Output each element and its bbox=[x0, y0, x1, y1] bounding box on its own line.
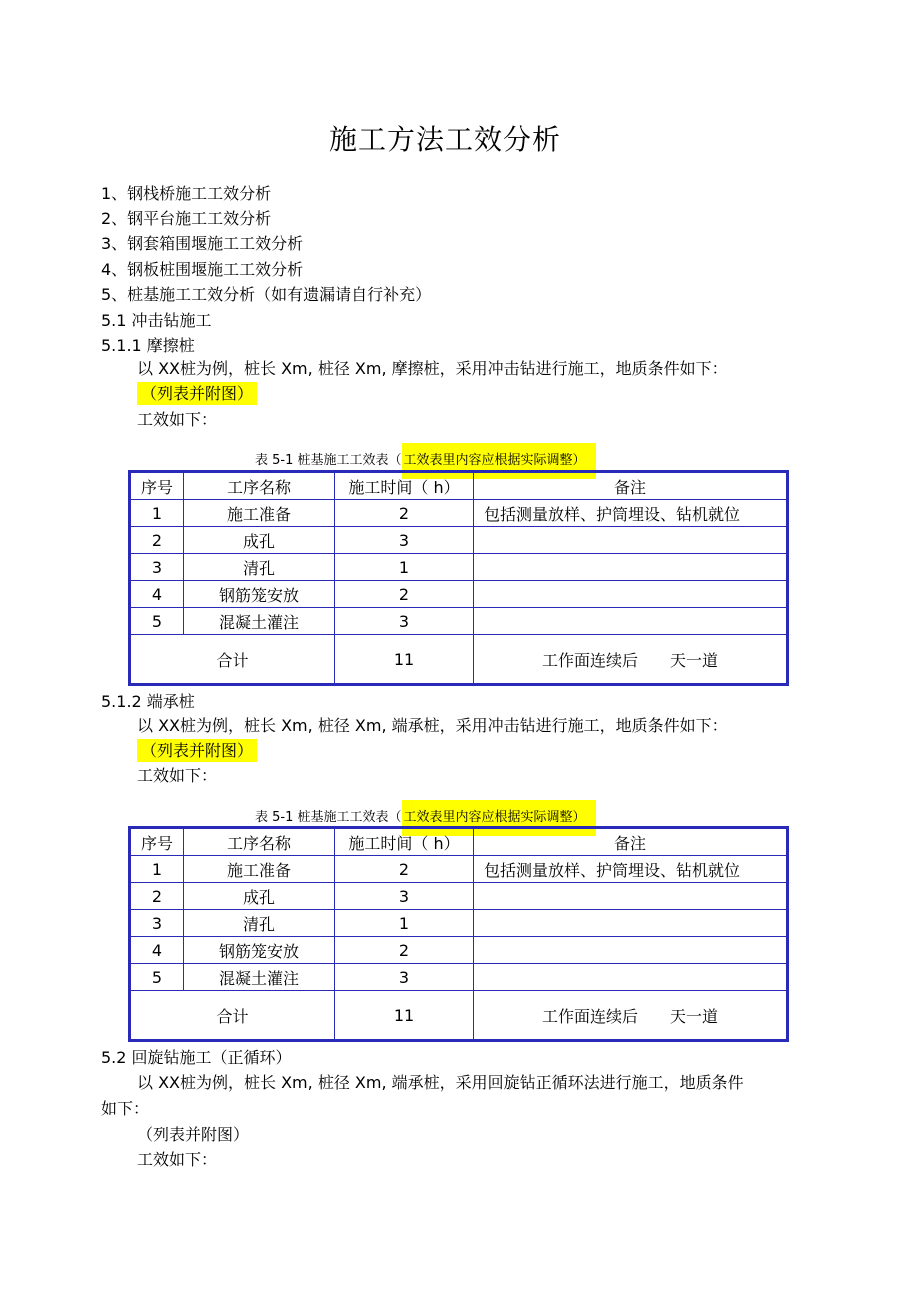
efficiency-label: 工效如下： bbox=[137, 766, 218, 785]
total-note-cell bbox=[474, 635, 788, 685]
table-cell: 3 bbox=[130, 554, 184, 581]
plain-note: （列表并附图） bbox=[137, 1125, 250, 1144]
section-heading-5-1-1: 5.1.1 摩擦桩 bbox=[101, 336, 195, 355]
table-cell: 2 bbox=[335, 937, 474, 964]
header-cell: 施工时间（ h） bbox=[335, 472, 474, 500]
total-note-cell bbox=[474, 991, 788, 1041]
header-cell: 备注 bbox=[474, 828, 788, 856]
section-heading-5-1: 5.1 冲击钻施工 bbox=[101, 311, 212, 330]
table-cell: 成孔 bbox=[184, 527, 335, 554]
table-cell: 1 bbox=[130, 856, 184, 883]
note-highlight: （列表并附图） bbox=[137, 739, 257, 762]
table-cell: 混凝土灌注 bbox=[184, 608, 335, 635]
efficiency-table bbox=[128, 826, 789, 1042]
page-title: 施工方法工效分析 bbox=[328, 123, 561, 156]
section-heading-5-1-2: 5.1.2 端承桩 bbox=[101, 692, 195, 711]
outline-item-1: 1、钢栈桥施工工效分析 bbox=[101, 184, 272, 203]
table-cell: 施工准备 bbox=[184, 856, 335, 883]
table-cell: 3 bbox=[335, 883, 474, 910]
table-cell: 钢筋笼安放 bbox=[184, 937, 335, 964]
section-description: 以 XX桩为例，桩长 Xm, 桩径 Xm, 摩擦桩，采用冲击钻进行施工，地质条件如下： bbox=[137, 359, 728, 378]
table-cell: 3 bbox=[335, 964, 474, 991]
header-cell: 备注 bbox=[474, 472, 788, 500]
caption-text: 表 5-1 桩基施工工效表（ bbox=[255, 453, 402, 468]
efficiency-label: 工效如下： bbox=[137, 410, 218, 429]
total-label-cell: 合计 bbox=[130, 991, 335, 1041]
table-cell: 3 bbox=[130, 910, 184, 937]
table-cell: 清孔 bbox=[184, 554, 335, 581]
table-row bbox=[130, 964, 788, 991]
caption-highlight: 工效表里内容应根据实际调整） bbox=[402, 443, 596, 479]
table-cell bbox=[474, 527, 788, 554]
table-cell bbox=[474, 910, 788, 937]
section-description-cont: 如下： bbox=[101, 1099, 150, 1118]
total-value-cell: 11 bbox=[335, 635, 474, 685]
table-cell: 3 bbox=[335, 608, 474, 635]
table-cell: 2 bbox=[130, 527, 184, 554]
section-heading-5-2: 5.2 回旋钻施工（正循环） bbox=[101, 1048, 292, 1067]
efficiency-label: 工效如下： bbox=[137, 1150, 218, 1169]
note-highlight: （列表并附图） bbox=[137, 382, 257, 405]
outline-item-3: 3、钢套箱围堰施工工效分析 bbox=[101, 234, 304, 253]
table-cell: 2 bbox=[130, 883, 184, 910]
table-cell: 1 bbox=[130, 500, 184, 527]
header-cell: 工序名称 bbox=[184, 828, 335, 856]
total-note-b: 天一道 bbox=[670, 1006, 719, 1026]
table-total-row bbox=[130, 635, 788, 685]
table-row bbox=[130, 937, 788, 964]
table-caption bbox=[255, 443, 596, 468]
total-note-b: 天一道 bbox=[670, 650, 719, 670]
table-row bbox=[130, 856, 788, 883]
table-row bbox=[130, 500, 788, 527]
header-cell: 工序名称 bbox=[184, 472, 335, 500]
table-cell: 5 bbox=[130, 608, 184, 635]
table-header-row bbox=[130, 472, 788, 500]
highlighted-note bbox=[137, 383, 257, 405]
table-cell bbox=[474, 608, 788, 635]
section-description: 以 XX桩为例，桩长 Xm, 桩径 Xm, 端承桩，采用冲击钻进行施工，地质条件如下： bbox=[137, 716, 728, 735]
table-cell: 钢筋笼安放 bbox=[184, 581, 335, 608]
table-cell: 清孔 bbox=[184, 910, 335, 937]
table-total-row bbox=[130, 991, 788, 1041]
table-cell: 成孔 bbox=[184, 883, 335, 910]
table-cell bbox=[474, 964, 788, 991]
caption-highlight: 工效表里内容应根据实际调整） bbox=[402, 800, 596, 836]
table-cell: 2 bbox=[335, 500, 474, 527]
caption-text: 表 5-1 桩基施工工效表（ bbox=[255, 810, 402, 825]
table-cell bbox=[474, 554, 788, 581]
table-row bbox=[130, 883, 788, 910]
header-cell: 序号 bbox=[130, 472, 184, 500]
table-row bbox=[130, 910, 788, 937]
table-cell: 1 bbox=[335, 910, 474, 937]
table-cell: 3 bbox=[335, 527, 474, 554]
table-header-row bbox=[130, 828, 788, 856]
outline-item-4: 4、钢板桩围堰施工工效分析 bbox=[101, 260, 304, 279]
highlighted-note bbox=[137, 740, 257, 762]
table-cell: 施工准备 bbox=[184, 500, 335, 527]
table-row bbox=[130, 527, 788, 554]
table-cell: 混凝土灌注 bbox=[184, 964, 335, 991]
table-cell: 2 bbox=[335, 581, 474, 608]
table-cell: 4 bbox=[130, 581, 184, 608]
outline-item-5: 5、桩基施工工效分析（如有遗漏请自行补充） bbox=[101, 285, 432, 304]
table-cell: 包括测量放样、护筒埋设、钻机就位 bbox=[474, 500, 788, 527]
header-cell: 序号 bbox=[130, 828, 184, 856]
table-cell bbox=[474, 581, 788, 608]
section-description: 以 XX桩为例，桩长 Xm, 桩径 Xm, 端承桩，采用回旋钻正循环法进行施工，地质条件 bbox=[137, 1073, 744, 1092]
table-row bbox=[130, 608, 788, 635]
efficiency-table bbox=[128, 470, 789, 686]
total-note-a: 工作面连续后 bbox=[541, 650, 638, 670]
total-note-a: 工作面连续后 bbox=[541, 1006, 638, 1026]
table-row bbox=[130, 581, 788, 608]
table-row bbox=[130, 554, 788, 581]
table-cell: 5 bbox=[130, 964, 184, 991]
total-label-cell: 合计 bbox=[130, 635, 335, 685]
table-cell: 1 bbox=[335, 554, 474, 581]
table-cell bbox=[474, 937, 788, 964]
header-cell: 施工时间（ h） bbox=[335, 828, 474, 856]
table-cell: 包括测量放样、护筒埋设、钻机就位 bbox=[474, 856, 788, 883]
total-value-cell: 11 bbox=[335, 991, 474, 1041]
table-cell: 4 bbox=[130, 937, 184, 964]
table-cell: 2 bbox=[335, 856, 474, 883]
table-cell bbox=[474, 883, 788, 910]
outline-item-2: 2、钢平台施工工效分析 bbox=[101, 209, 272, 228]
table-caption bbox=[255, 800, 596, 825]
